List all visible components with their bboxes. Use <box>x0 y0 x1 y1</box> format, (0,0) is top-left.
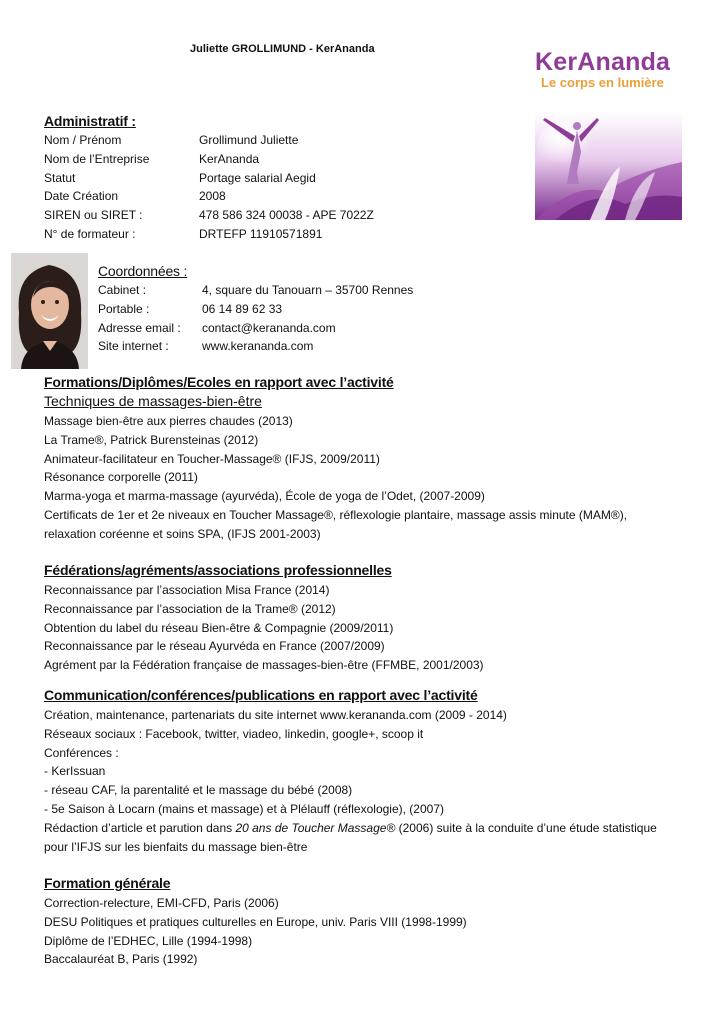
list-item: Résonance corporelle (2011) <box>44 470 198 485</box>
federations-title: Fédérations/agréments/associations professionnelles <box>44 562 392 578</box>
list-item: Certificats de 1er et 2e niveaux en Toucher Massage®, réflexologie plantaire, massage assis minute (MAM®), <box>44 507 628 522</box>
administratif-value: KerAnanda <box>199 151 260 166</box>
administratif-title: Administratif : <box>44 113 136 129</box>
administratif-value: Grollimund Juliette <box>199 133 299 147</box>
list-item: - KerIssuan <box>44 764 106 779</box>
list-item: Reconnaissance par l’association de la Trame® (2012) <box>44 601 336 616</box>
list-item: Création, maintenance, partenariats du site internet www.kerananda.com (2009 - 2014) <box>44 708 507 722</box>
administratif-label: SIREN ou SIRET : <box>44 208 143 223</box>
logo-tagline: Le corps en lumière <box>541 75 664 90</box>
list-item: pour l’IFJS sur les bienfaits du massage bien-être <box>44 839 308 854</box>
coordonnees-label: Site internet : <box>98 339 169 354</box>
list-item: Obtention du label du réseau Bien-être & Compagnie (2009/2011) <box>44 620 394 635</box>
administratif-value: 478 586 324 00038 - APE 7022Z <box>199 208 374 223</box>
list-item: - 5e Saison à Locarn (mains et massage) et à Plélauff (réflexologie), (2007) <box>44 801 444 816</box>
list-item: Réseaux sociaux : Facebook, twitter, viadeo, linkedin, google+, scoop it <box>44 726 424 741</box>
formations-subtitle: Techniques de massages-bien-être <box>44 393 262 409</box>
portrait-photo <box>11 253 88 369</box>
list-item: DESU Politiques et pratiques culturelles en Europe, univ. Paris VIII (1998-1999) <box>44 914 467 929</box>
administratif-value: Portage salarial Aegid <box>199 170 316 185</box>
article-publication-title: 20 ans de Toucher Massage® <box>235 820 396 835</box>
document-header-title: Juliette GROLLIMUND - KerAnanda <box>190 43 375 55</box>
formation-generale-list <box>44 894 467 969</box>
list-item: relaxation coréenne et soins SPA, (IFJS 2001-2003) <box>44 526 321 541</box>
list-item: Marma-yoga et marma-massage (ayurvéda), École de yoga de l’Odet, (2007-2009) <box>44 489 485 504</box>
coordonnees-label: Portable : <box>98 301 150 316</box>
administratif-label: N° de formateur : <box>44 227 136 241</box>
list-item: - réseau CAF, la parentalité et le massage du bébé (2008) <box>44 783 353 798</box>
administratif-label: Nom de l’Entreprise <box>44 151 150 166</box>
coordonnees-label: Cabinet : <box>98 283 147 297</box>
list-item: Diplôme de l’EDHEC, Lille (1994-1998) <box>44 933 253 948</box>
logo-illustration <box>535 112 682 220</box>
list-item: Reconnaissance par le réseau Ayurvéda en France (2007/2009) <box>44 639 385 654</box>
article-text-before: Rédaction d’article et parution dans <box>44 820 236 835</box>
list-item: Reconnaissance par l’association Misa France (2014) <box>44 583 330 597</box>
communication-list <box>44 706 657 856</box>
administratif-label: Nom / Prénom <box>44 133 122 147</box>
administratif-label: Statut <box>44 170 76 185</box>
list-item: Agrément par la Fédération française de massages-bien-être (FFMBE, 2001/2003) <box>44 658 484 673</box>
article-text-after: (2006) suite à la conduite d’une étude statistique <box>395 820 657 835</box>
formation-generale-title: Formation générale <box>44 875 171 891</box>
list-item: Conférences : <box>44 745 119 760</box>
communication-title: Communication/conférences/publications en rapport avec l’activité <box>44 687 478 703</box>
coordonnees-value: 4, square du Tanouarn – 35700 Rennes <box>202 283 414 297</box>
list-item: Animateur-facilitateur en Toucher-Massage® (IFJS, 2009/2011) <box>44 451 380 466</box>
coordonnees-value: www.kerananda.com <box>202 339 314 354</box>
coordonnees-value: 06 14 89 62 33 <box>202 301 283 316</box>
logo-name: KerAnanda <box>535 48 671 76</box>
list-item: La Trame®, Patrick Burensteinas (2012) <box>44 432 259 447</box>
coordonnees-title: Coordonnées : <box>98 263 188 279</box>
kerananda-logo <box>535 48 670 90</box>
federations-list <box>44 581 484 675</box>
administratif-value: DRTEFP 11910571891 <box>199 227 323 241</box>
coordonnees-value: contact@kerananda.com <box>202 320 336 335</box>
formations-title: Formations/Diplômes/Ecoles en rapport avec l’activité <box>44 374 394 390</box>
list-item: Massage bien-être aux pierres chaudes (2013) <box>44 414 293 428</box>
administratif-label: Date Création <box>44 189 119 204</box>
list-item-article <box>44 819 657 838</box>
formations-list <box>44 412 627 544</box>
coordonnees-label: Adresse email : <box>98 320 181 335</box>
list-item: Baccalauréat B, Paris (1992) <box>44 952 198 967</box>
administratif-value: 2008 <box>199 189 226 204</box>
list-item: Correction-relecture, EMI-CFD, Paris (2006) <box>44 896 279 910</box>
